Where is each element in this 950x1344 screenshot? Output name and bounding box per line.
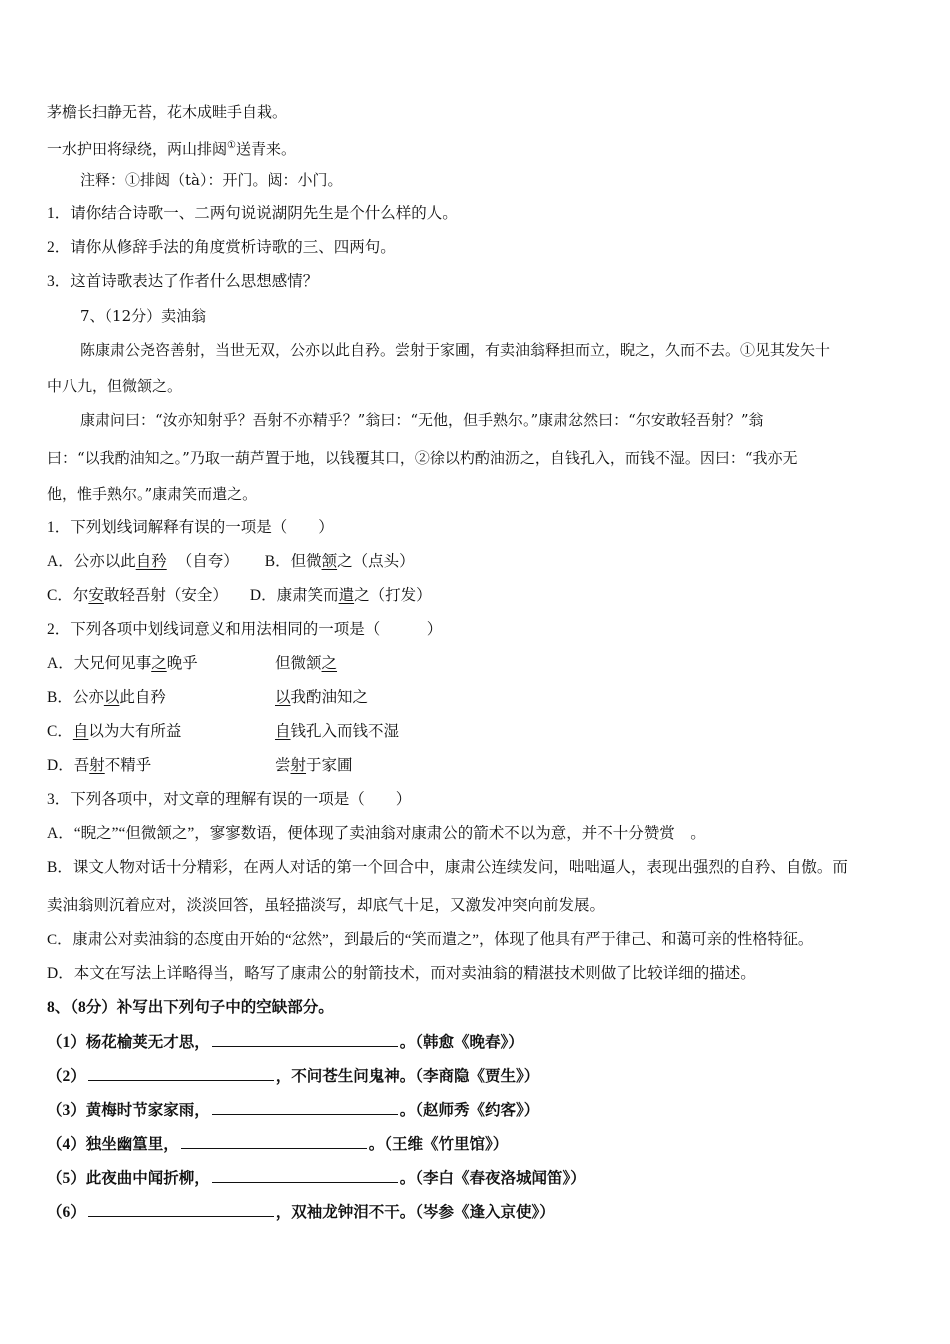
item-source: 。（王维《竹里馆》） <box>368 1136 509 1153</box>
option-text: D．康肃笑而 <box>249 587 339 604</box>
option-text: A．公亦以此 <box>47 553 136 570</box>
q7-sub1-option-a <box>47 553 239 570</box>
q8-heading: 8、（8分）补写出下列句子中的空缺部分。 <box>47 999 334 1016</box>
q7-sub1-options-cd <box>47 586 432 606</box>
poem-question-3: 3．这首诗歌表达了作者什么思想感情？ <box>47 273 319 290</box>
left-text: 晚乎 <box>166 655 198 672</box>
q7-sub3-stem: 3．下列各项中，对文章的理解有误的一项是（ ） <box>47 791 412 808</box>
q7-sub3-option-b-line1: B．课文人物对话十分精彩，在两人对话的第一个回合中，康肃公连续发问，咄咄逼人，表现出强烈的自矜、自傲。而 <box>47 859 848 876</box>
q8-item-4 <box>47 1134 508 1155</box>
option-gloss: 敢轻吾射（安全） <box>103 587 228 604</box>
right-sentence <box>275 688 368 708</box>
option-text: C．尔 <box>47 587 89 604</box>
q7-para1-line2: 中八九，但微颔之。 <box>47 377 183 395</box>
underlined-word: 之 <box>321 655 338 672</box>
left-text: B．公亦 <box>47 689 104 706</box>
left-text: C． <box>47 723 73 740</box>
underlined-word: 以 <box>103 689 120 706</box>
underlined-word: 遣 <box>338 587 355 604</box>
right-text: 钱孔入而钱不湿 <box>290 723 400 740</box>
item-prefix: （1）杨花榆荚无才思， <box>47 1034 210 1051</box>
fill-blank[interactable] <box>212 1032 398 1047</box>
q7-para2-line1: 康肃问曰：“汝亦知射乎？吾射不亦精乎？”翁曰：“无他，但手熟尔。”康肃忿然曰：“尔安敢轻吾射？”翁 <box>80 411 764 429</box>
q7-sub1-option-d <box>250 587 432 604</box>
underlined-word: 之 <box>151 655 167 672</box>
left-text: A．大兄何见事 <box>47 655 152 672</box>
q7-para1-line1: 陈康肃公尧咨善射，当世无双，公亦以此自矜。尝射于家圃，有卖油翁释担而立，睨之，久而不去。①见其发矢十 <box>80 341 831 359</box>
fill-blank[interactable] <box>212 1168 398 1183</box>
q8-item-5 <box>47 1168 586 1189</box>
q7-para2-line2: 曰：“以我酌油知之。”乃取一葫芦置于地，以钱覆其口，②徐以杓酌油沥之，自钱孔入，而钱不湿。因曰：“我亦无 <box>47 449 798 467</box>
q7-sub3-option-d: D．本文在写法上详略得当，略写了康肃公的射箭技术，而对卖油翁的精湛技术则做了比较详细的描述。 <box>47 965 756 982</box>
q7-sub1-option-b <box>265 553 415 570</box>
underlined-word: 自 <box>72 723 89 740</box>
poem-question-1: 1．请你结合诗歌一、二两句说说湖阴先生是个什么样的人。 <box>47 205 458 222</box>
right-sentence <box>275 654 337 674</box>
fill-blank[interactable] <box>88 1202 274 1217</box>
item-source: 。（李白《春夜洛城闻笛》） <box>399 1170 586 1187</box>
right-text: 尝 <box>275 757 291 774</box>
q7-sub2-stem: 2．下列各项中划线词意义和用法相同的一项是（ ） <box>47 621 443 638</box>
underlined-word: 以 <box>275 689 291 706</box>
q8-item-2 <box>47 1066 539 1087</box>
item-source: 。（韩愈《晚春》） <box>399 1034 524 1051</box>
q7-sub2-row-c <box>47 722 647 742</box>
item-prefix: （3）黄梅时节家家雨， <box>47 1102 210 1119</box>
poem-annotation-text: 注释：①排闼（tà）：开门。闼：小门。 <box>80 171 343 189</box>
option-gloss: 之（打发） <box>354 587 432 604</box>
poem-question-2: 2．请你从修辞手法的角度赏析诗歌的三、四两句。 <box>47 239 396 256</box>
q8-item-6 <box>47 1202 555 1223</box>
underlined-word: 安 <box>88 587 104 604</box>
q7-sub2-row-d <box>47 756 647 776</box>
poem-annotation <box>80 170 342 190</box>
underlined-word: 射 <box>290 757 307 774</box>
option-text: B．但微 <box>264 553 322 570</box>
underlined-word: 射 <box>89 757 105 774</box>
item-prefix: （6） <box>47 1204 86 1221</box>
poem-line-4 <box>47 136 296 159</box>
q7-sub1-stem: 1．下列划线词解释有误的一项是（ ） <box>47 519 334 536</box>
poem-line-4-part-a: 一水护田将绿绕，两山排闼 <box>47 140 228 158</box>
fill-blank[interactable] <box>212 1100 398 1115</box>
underlined-word: 自矜 <box>135 553 167 570</box>
poem-line-3-text: 茅檐长扫静无苔，花木成畦手自栽。 <box>47 103 288 121</box>
q7-heading: 7、（12分）卖油翁 <box>80 307 207 325</box>
q7-sub2-row-b <box>47 688 647 708</box>
left-text: 不精乎 <box>104 757 152 774</box>
item-prefix: （4）独坐幽篁里， <box>47 1136 179 1153</box>
poem-line-3 <box>47 102 287 122</box>
fill-blank[interactable] <box>88 1066 274 1081</box>
q7-sub3-option-b-line2: 卖油翁则沉着应对，淡淡回答，虽轻描淡写，却底气十足，又激发冲突向前发展。 <box>47 897 606 914</box>
right-sentence <box>275 756 353 776</box>
item-prefix: （5）此夜曲中闻折柳， <box>47 1170 210 1187</box>
item-prefix: （2） <box>47 1068 86 1085</box>
right-text: 我酌油知之 <box>290 689 369 706</box>
underlined-word: 颔 <box>321 553 338 570</box>
q7-sub3-option-c: C．康肃公对卖油翁的态度由开始的“忿然”，到最后的“笑而遣之”，体现了他具有严于律己、和蔼可亲的性格特征。 <box>47 931 814 948</box>
right-text: 于家圃 <box>306 757 353 774</box>
right-text: 但微颔 <box>275 655 322 672</box>
q7-sub2-row-a <box>47 654 647 674</box>
q8-item-3 <box>47 1100 539 1121</box>
option-gloss: （自夸） <box>176 553 239 570</box>
underlined-word: 自 <box>275 723 291 740</box>
footnote-mark: ① <box>227 140 236 151</box>
q8-item-1 <box>47 1032 524 1053</box>
item-source: ，双袖龙钟泪不干。（岑参《逢入京使》） <box>275 1204 555 1221</box>
q7-sub1-options-ab <box>47 552 415 572</box>
left-text: D．吾 <box>47 757 90 774</box>
fill-blank[interactable] <box>181 1134 367 1149</box>
q7-sub3-option-a: A．“睨之”“但微颔之”，寥寥数语，便体现了卖油翁对康肃公的箭术不以为意，并不十分赞赏 。 <box>47 825 706 842</box>
left-text: 此自矜 <box>119 689 166 706</box>
item-source: ，不问苍生问鬼神。（李商隐《贾生》） <box>275 1068 540 1085</box>
right-sentence <box>275 722 399 742</box>
poem-line-4-part-b: 送青来。 <box>235 140 296 158</box>
q7-para2-line3: 他，惟手熟尔。”康肃笑而遣之。 <box>47 485 258 503</box>
option-gloss: 之（点头） <box>337 553 415 570</box>
q7-sub1-option-c <box>47 587 228 604</box>
item-source: 。（赵师秀《约客》） <box>399 1102 540 1119</box>
left-text: 以为大有所益 <box>88 723 182 740</box>
